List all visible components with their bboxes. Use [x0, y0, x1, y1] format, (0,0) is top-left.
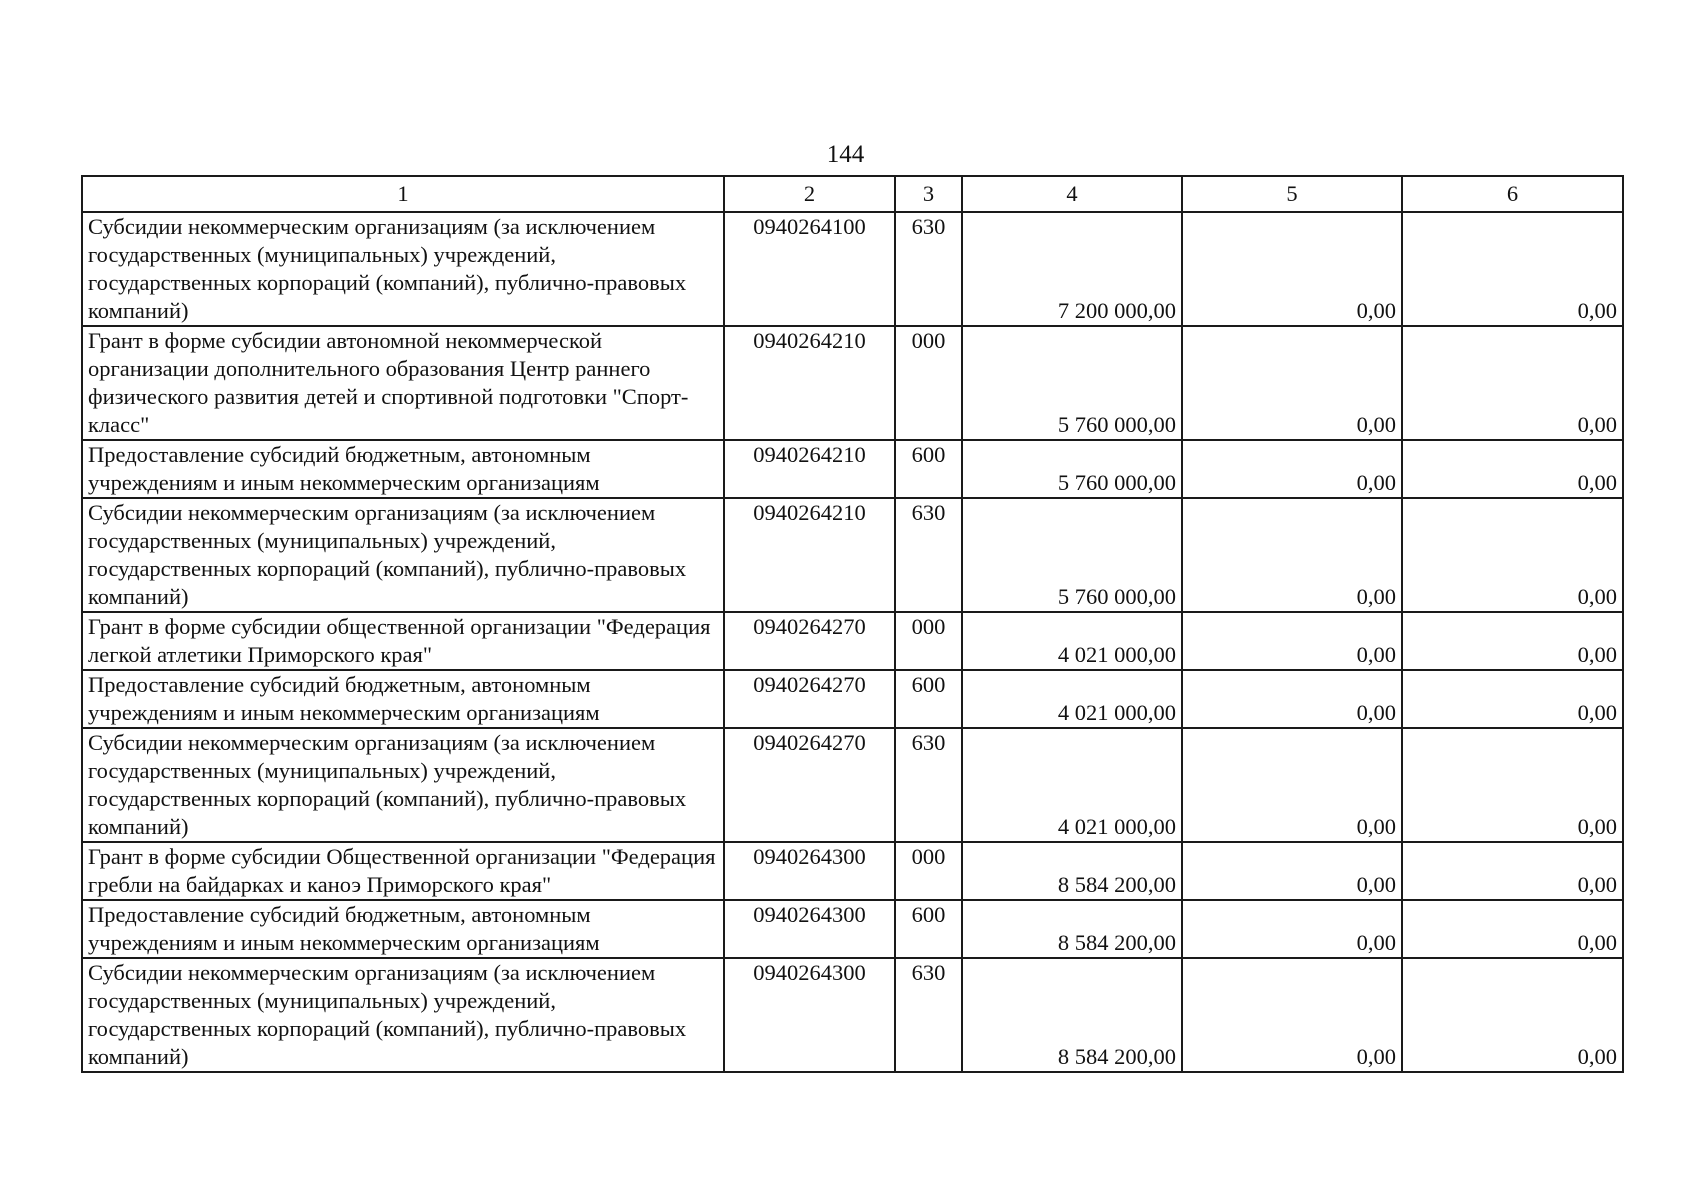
- row-amount-col5: 0,00: [1182, 842, 1402, 900]
- row-amount-col4: 8 584 200,00: [962, 900, 1182, 958]
- row-description: Грант в форме субсидии общественной организации "Федерация легкой атлетики Приморского края": [82, 612, 724, 670]
- row-amount-col4: 8 584 200,00: [962, 842, 1182, 900]
- row-target-code: 0940264300: [724, 842, 895, 900]
- row-amount-col5: 0,00: [1182, 498, 1402, 612]
- table-row: [82, 670, 1623, 728]
- row-amount-col6: 0,00: [1402, 326, 1623, 440]
- page-number: 144: [826, 141, 865, 168]
- row-target-code: 0940264210: [724, 326, 895, 440]
- row-target-code: 0940264270: [724, 728, 895, 842]
- row-amount-col4: 4 021 000,00: [962, 612, 1182, 670]
- row-target-code: 0940264100: [724, 212, 895, 326]
- row-amount-col4: 4 021 000,00: [962, 670, 1182, 728]
- header-col-5: 5: [1182, 176, 1402, 212]
- row-amount-col6: 0,00: [1402, 728, 1623, 842]
- row-expense-type: 000: [895, 842, 962, 900]
- row-target-code: 0940264210: [724, 440, 895, 498]
- row-amount-col4: 5 760 000,00: [962, 326, 1182, 440]
- row-expense-type: 000: [895, 612, 962, 670]
- header-col-4: 4: [962, 176, 1182, 212]
- row-amount-col6: 0,00: [1402, 842, 1623, 900]
- row-expense-type: 630: [895, 958, 962, 1072]
- row-target-code: 0940264270: [724, 612, 895, 670]
- header-col-1: 1: [82, 176, 724, 212]
- row-amount-col4: 4 021 000,00: [962, 728, 1182, 842]
- row-amount-col6: 0,00: [1402, 498, 1623, 612]
- row-expense-type: 630: [895, 498, 962, 612]
- row-target-code: 0940264300: [724, 900, 895, 958]
- row-expense-type: 600: [895, 440, 962, 498]
- row-expense-type: 600: [895, 670, 962, 728]
- table-row: [82, 900, 1623, 958]
- row-amount-col6: 0,00: [1402, 900, 1623, 958]
- table-row: [82, 212, 1623, 326]
- table-row: [82, 842, 1623, 900]
- row-amount-col5: 0,00: [1182, 958, 1402, 1072]
- row-amount-col6: 0,00: [1402, 440, 1623, 498]
- header-col-6: 6: [1402, 176, 1623, 212]
- table-row: [82, 498, 1623, 612]
- table-row: [82, 440, 1623, 498]
- row-expense-type: 600: [895, 900, 962, 958]
- row-target-code: 0940264210: [724, 498, 895, 612]
- row-description: Грант в форме субсидии автономной некоммерческой организации дополнительного образования Центр раннего физического развития детей и спортивной подготовки "Спорт-класс": [82, 326, 724, 440]
- row-description: Субсидии некоммерческим организациям (за исключением государственных (муниципальных) учреждений, государственных корпораций (компаний), публично-правовых компаний): [82, 212, 724, 326]
- row-expense-type: 630: [895, 212, 962, 326]
- row-description: Субсидии некоммерческим организациям (за исключением государственных (муниципальных) учреждений, государственных корпораций (компаний), публично-правовых компаний): [82, 958, 724, 1072]
- header-col-2: 2: [724, 176, 895, 212]
- row-amount-col5: 0,00: [1182, 728, 1402, 842]
- header-row: [82, 176, 1623, 212]
- row-amount-col5: 0,00: [1182, 440, 1402, 498]
- budget-table: [81, 175, 1624, 1073]
- row-amount-col5: 0,00: [1182, 212, 1402, 326]
- row-expense-type: 000: [895, 326, 962, 440]
- row-amount-col6: 0,00: [1402, 670, 1623, 728]
- row-amount-col4: 5 760 000,00: [962, 498, 1182, 612]
- row-amount-col5: 0,00: [1182, 670, 1402, 728]
- row-amount-col4: 5 760 000,00: [962, 440, 1182, 498]
- row-amount-col4: 8 584 200,00: [962, 958, 1182, 1072]
- row-target-code: 0940264300: [724, 958, 895, 1072]
- table-row: [82, 728, 1623, 842]
- row-amount-col5: 0,00: [1182, 612, 1402, 670]
- row-description: Субсидии некоммерческим организациям (за исключением государственных (муниципальных) учреждений, государственных корпораций (компаний), публично-правовых компаний): [82, 498, 724, 612]
- header-col-3: 3: [895, 176, 962, 212]
- row-amount-col6: 0,00: [1402, 958, 1623, 1072]
- row-description: Грант в форме субсидии Общественной организации "Федерация гребли на байдарках и каноэ Приморского края": [82, 842, 724, 900]
- table-row: [82, 326, 1623, 440]
- row-description: Предоставление субсидий бюджетным, автономным учреждениям и иным некоммерческим организациям: [82, 900, 724, 958]
- row-amount-col6: 0,00: [1402, 612, 1623, 670]
- row-amount-col5: 0,00: [1182, 326, 1402, 440]
- row-amount-col6: 0,00: [1402, 212, 1623, 326]
- row-amount-col5: 0,00: [1182, 900, 1402, 958]
- row-amount-col4: 7 200 000,00: [962, 212, 1182, 326]
- table-row: [82, 612, 1623, 670]
- table-row: [82, 958, 1623, 1072]
- row-expense-type: 630: [895, 728, 962, 842]
- row-description: Субсидии некоммерческим организациям (за исключением государственных (муниципальных) учреждений, государственных корпораций (компаний), публично-правовых компаний): [82, 728, 724, 842]
- row-target-code: 0940264270: [724, 670, 895, 728]
- row-description: Предоставление субсидий бюджетным, автономным учреждениям и иным некоммерческим организациям: [82, 670, 724, 728]
- row-description: Предоставление субсидий бюджетным, автономным учреждениям и иным некоммерческим организациям: [82, 440, 724, 498]
